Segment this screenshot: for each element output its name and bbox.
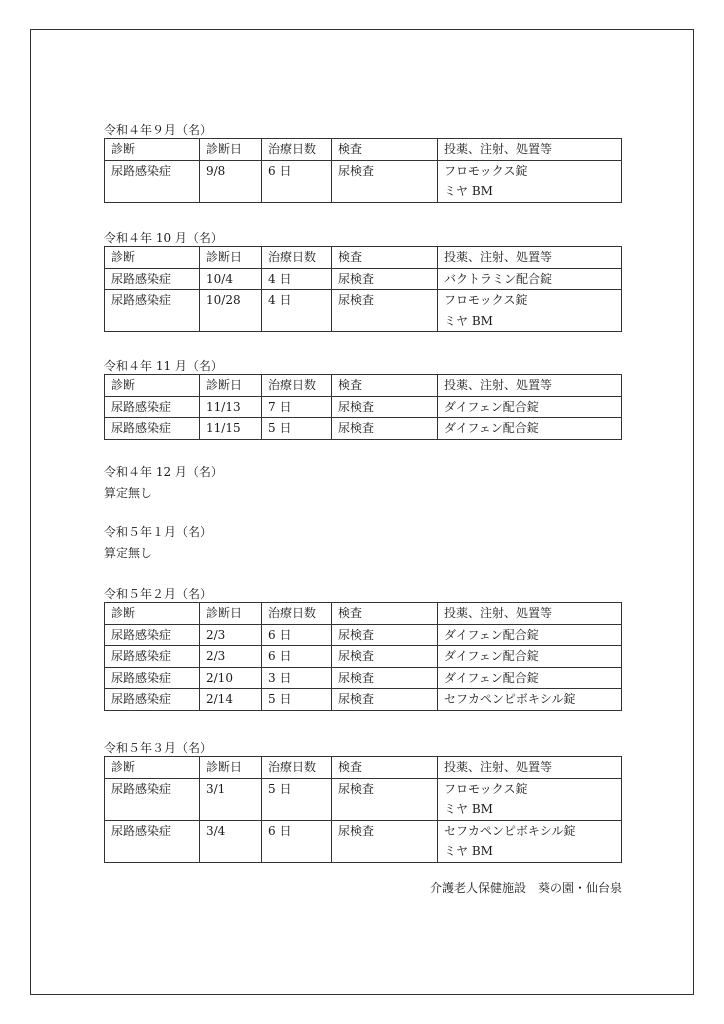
medication-cell	[438, 820, 622, 862]
test-cell: 尿検査	[332, 160, 438, 202]
diagnosis-date-cell: 3/4	[200, 820, 262, 862]
test-cell: 尿検査	[332, 689, 438, 711]
table-header-row	[105, 757, 622, 779]
table-row	[105, 820, 622, 862]
diagnosis-date-cell: 2/3	[200, 624, 262, 646]
header-cell: 診断日	[200, 247, 262, 269]
test-cell: 尿検査	[332, 667, 438, 689]
test-cell: 尿検査	[332, 624, 438, 646]
header-cell: 検査	[332, 247, 438, 269]
header-cell: 治療日数	[262, 375, 332, 397]
medication-item: フロモックス錠	[444, 293, 528, 307]
medication-cell	[438, 290, 622, 332]
table-header-row	[105, 603, 622, 625]
section-note: 算定無し	[104, 546, 153, 560]
header-cell: 検査	[332, 757, 438, 779]
header-cell: 治療日数	[262, 139, 332, 161]
medication-item: ミヤ BM	[444, 184, 493, 198]
test-cell: 尿検査	[332, 396, 438, 418]
header-cell: 診断日	[200, 375, 262, 397]
diagnosis-cell: 尿路感染症	[105, 290, 200, 332]
header-cell: 治療日数	[262, 757, 332, 779]
diagnosis-cell: 尿路感染症	[105, 667, 200, 689]
medication-item: セフカペンピボキシル錠	[444, 692, 576, 706]
table-row	[105, 646, 622, 668]
medication-item: フロモックス錠	[444, 781, 528, 796]
header-cell: 診断日	[200, 139, 262, 161]
diagnosis-date-cell: 11/15	[200, 418, 262, 440]
table-row	[105, 290, 622, 332]
diagnosis-cell: 尿路感染症	[105, 689, 200, 711]
medication-item: ミヤ BM	[444, 844, 493, 858]
header-cell: 検査	[332, 603, 438, 625]
medication-item: セフカペンピボキシル錠	[444, 823, 576, 838]
diagnosis-date-cell: 11/13	[200, 396, 262, 418]
table-row	[105, 396, 622, 418]
medication-item: フロモックス錠	[444, 163, 528, 178]
header-cell: 投薬、注射、処置等	[438, 139, 622, 161]
section-title: 令和４年９月（名）	[104, 123, 213, 137]
medication-cell	[438, 667, 622, 689]
treatment-days-cell: 4 日	[262, 290, 332, 332]
diagnosis-cell: 尿路感染症	[105, 646, 200, 668]
test-cell: 尿検査	[332, 778, 438, 820]
test-cell: 尿検査	[332, 268, 438, 290]
medication-cell	[438, 646, 622, 668]
medication-cell	[438, 160, 622, 202]
month-section	[104, 524, 622, 561]
medication-item: ダイフェン配合錠	[444, 670, 539, 685]
section-title: 令和５年３月（名）	[104, 741, 213, 755]
treatment-days-cell: 5 日	[262, 778, 332, 820]
treatment-days-cell: 6 日	[262, 820, 332, 862]
test-cell: 尿検査	[332, 290, 438, 332]
diagnosis-cell: 尿路感染症	[105, 418, 200, 440]
test-cell: 尿検査	[332, 820, 438, 862]
table-header-row	[105, 139, 622, 161]
header-cell: 投薬、注射、処置等	[438, 603, 622, 625]
treatment-table	[104, 756, 622, 863]
diagnosis-date-cell: 2/3	[200, 646, 262, 668]
table-row	[105, 268, 622, 290]
medication-item: ダイフェン配合錠	[444, 421, 539, 435]
treatment-days-cell: 5 日	[262, 689, 332, 711]
diagnosis-date-cell: 2/10	[200, 667, 262, 689]
treatment-days-cell: 4 日	[262, 268, 332, 290]
header-cell: 診断	[105, 247, 200, 269]
table-row	[105, 624, 622, 646]
treatment-days-cell: 7 日	[262, 396, 332, 418]
diagnosis-cell: 尿路感染症	[105, 396, 200, 418]
month-section	[104, 740, 622, 863]
treatment-days-cell: 3 日	[262, 667, 332, 689]
section-title: 令和４年 11 月（名）	[104, 359, 223, 373]
month-section	[104, 464, 622, 501]
header-cell: 治療日数	[262, 603, 332, 625]
treatment-days-cell: 6 日	[262, 646, 332, 668]
diagnosis-cell: 尿路感染症	[105, 624, 200, 646]
diagnosis-date-cell: 10/28	[200, 290, 262, 332]
section-note: 算定無し	[104, 486, 153, 500]
table-row	[105, 667, 622, 689]
medication-item: ダイフェン配合錠	[444, 399, 539, 414]
header-cell: 検査	[332, 375, 438, 397]
header-cell: 投薬、注射、処置等	[438, 757, 622, 779]
facility-name: 介護老人保健施設 葵の園・仙台泉	[429, 881, 622, 895]
treatment-table	[104, 374, 622, 440]
medication-cell	[438, 689, 622, 711]
diagnosis-cell: 尿路感染症	[105, 820, 200, 862]
month-section	[104, 122, 622, 203]
table-row	[105, 418, 622, 440]
header-cell: 診断	[105, 603, 200, 625]
diagnosis-cell: 尿路感染症	[105, 778, 200, 820]
section-title: 令和４年 12 月（名）	[104, 465, 223, 479]
treatment-table	[104, 602, 622, 711]
table-header-row	[105, 375, 622, 397]
header-cell: 診断	[105, 757, 200, 779]
header-cell: 診断日	[200, 603, 262, 625]
treatment-days-cell: 5 日	[262, 418, 332, 440]
section-title: 令和５年２月（名）	[104, 587, 213, 601]
header-cell: 投薬、注射、処置等	[438, 247, 622, 269]
diagnosis-date-cell: 2/14	[200, 689, 262, 711]
month-section	[104, 358, 622, 440]
treatment-days-cell: 6 日	[262, 624, 332, 646]
medication-item: ミヤ BM	[444, 313, 493, 328]
month-section	[104, 230, 622, 332]
treatment-table	[104, 246, 622, 332]
table-header-row	[105, 247, 622, 269]
header-cell: 診断	[105, 375, 200, 397]
test-cell: 尿検査	[332, 418, 438, 440]
section-title: 令和４年 10 月（名）	[104, 231, 223, 245]
medication-cell	[438, 418, 622, 440]
diagnosis-cell: 尿路感染症	[105, 268, 200, 290]
treatment-table	[104, 138, 622, 203]
diagnosis-date-cell: 9/8	[200, 160, 262, 202]
medication-cell	[438, 778, 622, 820]
header-cell: 診断	[105, 139, 200, 161]
medication-cell	[438, 396, 622, 418]
table-row	[105, 689, 622, 711]
table-row	[105, 160, 622, 202]
medication-item: ダイフェン配合錠	[444, 649, 539, 663]
medication-cell	[438, 268, 622, 290]
table-row	[105, 778, 622, 820]
medication-item: ミヤ BM	[444, 802, 493, 816]
treatment-days-cell: 6 日	[262, 160, 332, 202]
medication-item: バクトラミン配合錠	[444, 271, 553, 286]
test-cell: 尿検査	[332, 646, 438, 668]
header-cell: 検査	[332, 139, 438, 161]
medication-item: ダイフェン配合錠	[444, 627, 539, 642]
header-cell: 投薬、注射、処置等	[438, 375, 622, 397]
diagnosis-date-cell: 3/1	[200, 778, 262, 820]
header-cell: 診断日	[200, 757, 262, 779]
medication-cell	[438, 624, 622, 646]
section-title: 令和５年１月（名）	[104, 525, 213, 539]
diagnosis-date-cell: 10/4	[200, 268, 262, 290]
diagnosis-cell: 尿路感染症	[105, 160, 200, 202]
month-section	[104, 586, 622, 711]
header-cell: 治療日数	[262, 247, 332, 269]
